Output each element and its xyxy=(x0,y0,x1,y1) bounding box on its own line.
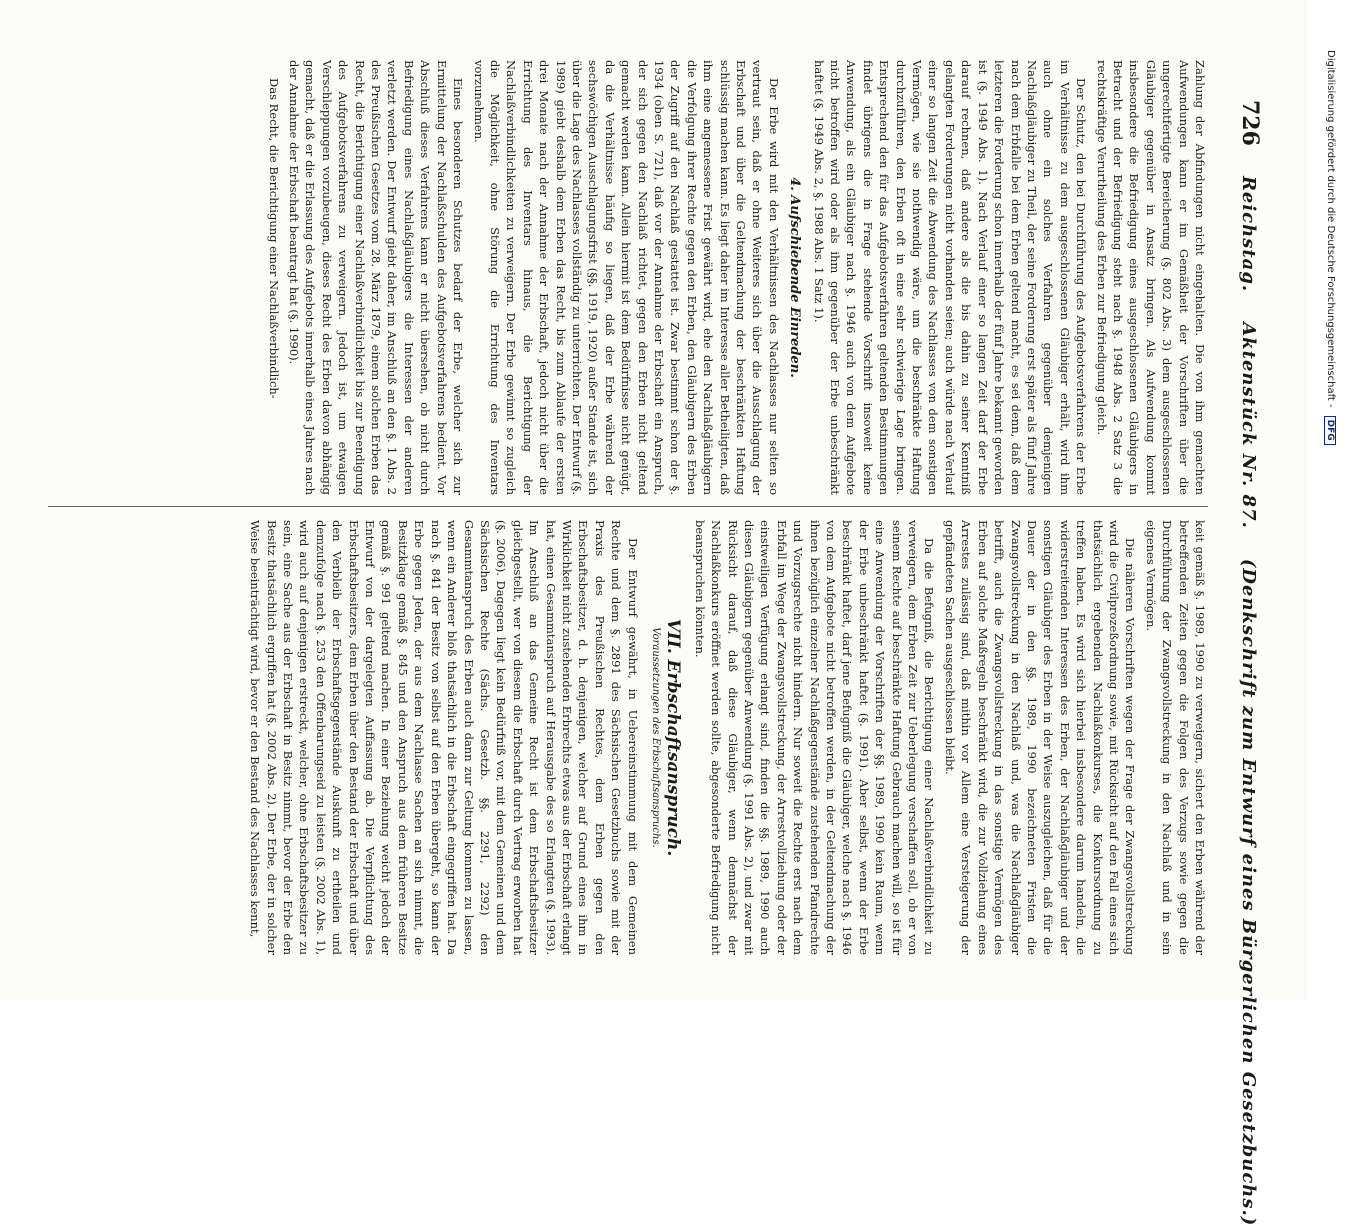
dfg-logo: DFG xyxy=(1325,416,1337,445)
paragraph: keit gemäß §. 1989, 1990 zu verweigern, sichert den Erben während der betreffenden Zeiten gegen die Folgen des Verzugs sowie gegen die Durchführung der Zwangsvollstreckung in den Nachlaß und in sein eigenes Vermögen. xyxy=(1143,520,1207,955)
paragraph: Eines besonderen Schutzes bedarf der Erbe, welcher sich zur Ermittelung der Nachlaßschulden des Aufgebotsverfahrens bedient. Vor Abschluß dieses Verfahrens kann er nicht übersehen, ob nicht durch Befriedigung eines Nachlaßgläubigers die Interessen der anderen verletzt werden. Der Entwurf giebt daher, im Anschluß an den §. 1 Abs. 2 des Preußischen Gesetzes vom 28. März 1879, einem solchen Erben das Recht, die Berichtigung einer Nachlaßverbindlichkeit bis zur Beendigung des Aufgebotsverfahrens zu verweigern. Jedoch ist, um etwaigen Verschleppungen vorzubeugen, dieses Recht des Erben davon abhängig gemacht, daß er die Erlassung des Aufgebots innerhalb eines Jahres nach der Annahme der Erbschaft beantragt hat (§. 1990). xyxy=(287,60,466,495)
chapter-subheading: Voraussetzungen des Erbschaftsanspruchs. xyxy=(650,627,661,848)
paragraph: Das Recht, die Berichtigung einer Nachlaßverbindlich- xyxy=(266,78,281,399)
paragraph: Der Schutz, den bei Durchführung des Aufgebotsverfahrens der Erbe im Verhältnisse zu dem ausgeschlossenen Gläubiger erhält, wird ihm auch ohne ein solches Verfahren gegenüber demjenigen Nachlaßgläubiger zu Theil, der seine Forderung erst später als fünf Jahre nach dem Erbfalle bei dem Erben geltend macht, es sei denn, daß dem letzteren die Forderung schon innerhalb der fünf Jahre bekannt geworden ist (§. 1949 Abs. 1). Nach Verlauf einer so langen Zeit darf der Erbe darauf rechnen, daß andere als die bis dahin zu seiner Kenntniß gelangten Forderungen nicht vorhanden seien; auch würde nach Verlauf einer so langen Zeit die Abwendung des Nachlasses von dem sonstigen Vermögen, wie sie nothwendig wäre, um die beschränkte Haftung durchzuführen, den Erben oft in eine sehr schwierige Lage bringen. Entsprechend den für das Aufgebotsverfahren geltenden Bestimmungen findet übrigens die in Frage stehende Vorschrift insoweit keine Anwendung, als ein Gläubiger nach §. 1946 auch von dem Aufgebote nicht betroffen wird oder als ihm gegenüber der Erbe unbeschränkt haftet (§. 1949 Abs. 2, §. 1988 Abs. 1 Satz 1). xyxy=(811,60,1089,495)
paragraph: Der Entwurf gewährt, in Uebereinstimmung mit dem Gemeinen Rechte und dem §. 2891 des Sächsischen Gesetzbuchs sowie mit der Praxis des Preußischen Rechtes, dem Erben gegen den Erbschaftsbesitzer, d. h. denjenigen, welcher auf Grund eines ihm in Wirklichkeit nicht zustehenden Erbrechts etwas aus der Erbschaft erlangt hat, einen Gesammtanspruch auf Herausgabe des so Erlangten (§. 1993). Im Anschluß an das Gemeine Recht ist dem Erbschaftsbesitzer gleichgestellt, wer von diesem die Erbschaft durch Vertrag erworben hat (§. 2006). Dagegen liegt kein Bedürfniß vor, mit dem Gemeinen und dem Sächsischen Rechte (Sächs. Gesetzb. §§. 2291, 2292) den Gesammtanspruch des Erben auch dann zur Geltung kommen zu lassen, wenn ein Anderer bloß thatsächlich in die Erbschaft eingegriffen hat. Da nach §. 841 der Besitz von selbst auf den Erben übergeht, so kann der Erbe gegen Jeden, der aus dem Nachlasse Sachen an sich nimmt, die Besitzklage gemäß §. 845 und den Anspruch aus dem früheren Besitze gemäß §. 991 geltend machen. In einer Beziehung weicht jedoch der Entwurf von der dargelegten Auffassung ab. Die Verpflichtung des Erbschaftsbesitzers, dem Erben über den Bestand der Erbschaft und über den Verbleib der Erbschaftsgegenstände Auskunft zu ertheilen und demzufolge nach §. 253 den Offenbarungseid zu leisten (§. 2002 Abs. 1), wird auch auf denjenigen erstreckt, welcher, ohne Erbschaftsbesitzer zu sein, eine Sache aus der Erbschaft in Besitz nimmt, bevor der Erbe den Besitz thatsächlich ergriffen hat (§. 2002 Abs. 2). Der Erbe, der in solcher Weise beeinträchtigt wird, bevor er den Bestand des Nachlasses kennt, xyxy=(248,520,640,955)
credit-text: Digitalisierung gefördert durch die Deutsche Forschungsgemeinschaft - xyxy=(1325,50,1336,408)
header-title: (Denkschrift zum Entwurf eines Bürgerlichen Gesetzbuchs.) xyxy=(1238,558,1259,1226)
column-divider xyxy=(48,506,1208,507)
left-column xyxy=(48,60,1208,495)
paragraph: Der Erbe wird mit den Verhältnissen des Nachlasses nur selten so vertraut sein, daß er ohne Weiteres sich über die Ausschlagung der Erbschaft und über die Geltendmachung der beschränkten Haftung schlüssig machen kann. Es liegt daher im Interesse aller Betheiligten, daß ihm eine angemessene Frist gewährt wird, ehe den Nachlaßgläubigern die Verfolgung ihrer Rechte gegen den Erben, den Gläubigern des Erben der Zugriff auf den Nachlaß gestattet ist. Zwar bestimmt schon der §. 1934 (oben S. 721), daß vor der Annahme der Erbschaft ein Anspruch, der sich gegen den Nachlaß richtet, gegen den Erben nicht geltend gemacht werden kann. Allein hiermit ist dem Bedürfnisse nicht genügt, da die Verhältnisse häufig so liegen, daß der Erbe während der sechswöchigen Ausschlagungsfrist (§§. 1919, 1920) außer Stande ist, sich über die Lage des Nachlasses vollständig zu unterrichten. Der Entwurf (§. 1989) giebt deshalb dem Erben das Recht, bis zum Ablaufe der ersten drei Monate nach der Annahme der Erbschaft, jedoch nicht über die Errichtung des Inventars hinaus, die Berichtigung der Nachlaßverbindlichkeiten zu verweigern. Der Erbe gewinnt so zugleich die Möglichkeit, ohne Störung die Errichtung des Inventars vorzunehmen. xyxy=(471,60,781,495)
paragraph: Da die Befugniß, die Berichtigung einer Nachlaßverbindlichkeit zu verweigern, dem Erben Zeit zur Ueberlegung verschaffen soll, ob er von seinem Rechte auf beschränkte Haftung Gebrauch machen will, so ist für eine Anwendung der Vorschriften der §§. 1989, 1990 kein Raum, wenn der Erbe unbeschränkt haftet (§. 1991). Aber selbst, wenn der Erbe beschränkt haftet, darf jene Befugniß die Gläubiger, welche nach §. 1946 von dem Aufgebote nicht betroffen werden, in der Geltendmachung der ihnen bezüglich einzelner Nachlaßgegenstände zustehenden Pfandrechte und Vorzugsrechte nicht hindern. Nur soweit die Rechte erst nach dem Erbfall im Wege der Zwangsvollstreckung, der Arrestvollziehung oder der einstweiligen Verfügung erlangt sind, finden die §§. 1989, 1990 auch diesen Gläubigern gegenüber Anwendung (§. 1991 Abs. 2), und zwar mit Rücksicht darauf, daß diese Gläubiger, wenn demnächst der Nachlaßkonkurs eröffnet werden sollte, abgesonderte Befriedigung nicht beanspruchen könnten. xyxy=(692,520,937,955)
page-header xyxy=(1223,100,1263,1226)
header-publisher: Reichstag. xyxy=(1238,175,1259,293)
digitization-credit xyxy=(1308,0,1353,1000)
right-column xyxy=(48,520,1208,955)
paragraph: Zahlung der Abfindungen nicht eingehalten. Die von ihm gemachten Aufwendungen kann er im Gemäßheit der Vorschriften über die ungerechtfertigte Bereicherung (§. 802 Abs. 3) dem ausgeschlossenen Gläubiger gegenüber in Ansatz bringen. Als Aufwendung kommt insbesondere die Befriedigung eines ausgeschlossenen Gläubigers in Betracht und der Befriedigung steht nach §. 1948 Abs. 2 Satz 3 die rechtskräftige Verurtheilung des Erben zur Befriedigung gleich. xyxy=(1094,60,1207,495)
page-number: 726 xyxy=(1237,100,1263,146)
section-heading: 4. Aufschiebende Einreden. xyxy=(787,177,803,378)
header-document: Aktenstück Nr. 87. xyxy=(1238,322,1259,529)
paragraph: Die näheren Vorschriften wegen der Frage der Zwangsvollstreckung wird die Civilprozeßordnung sowie, mit Rücksicht auf den Fall eines sich thatsächlich ergebenden Nachlaßkonkurses, die Konkursordnung zu treffen haben. Es wird sich hierbei insbesondere darum handeln, die widerstreitenden Interessen des Erben, der Nachlaßgläubiger und der sonstigen Gläubiger des Erben in der Weise auszugleichen, daß für die Dauer der in den §§. 1989, 1990 bezeichneten Fristen die Zwangsvollstreckung in den Nachlaß und, was die Nachlaßgläubiger betrifft, auch die Zwangsvollstreckung in das sonstige Vermögen des Erben auf solche Maßregeln beschränkt wird, die zur Vollziehung eines Arrestes zulässig sind, daß mithin vor Allem eine Versteigerung der gepfändeten Sachen ausgeschlossen bleibt. xyxy=(942,520,1138,955)
chapter-heading: VII. Erbschaftsanspruch. xyxy=(663,618,684,857)
